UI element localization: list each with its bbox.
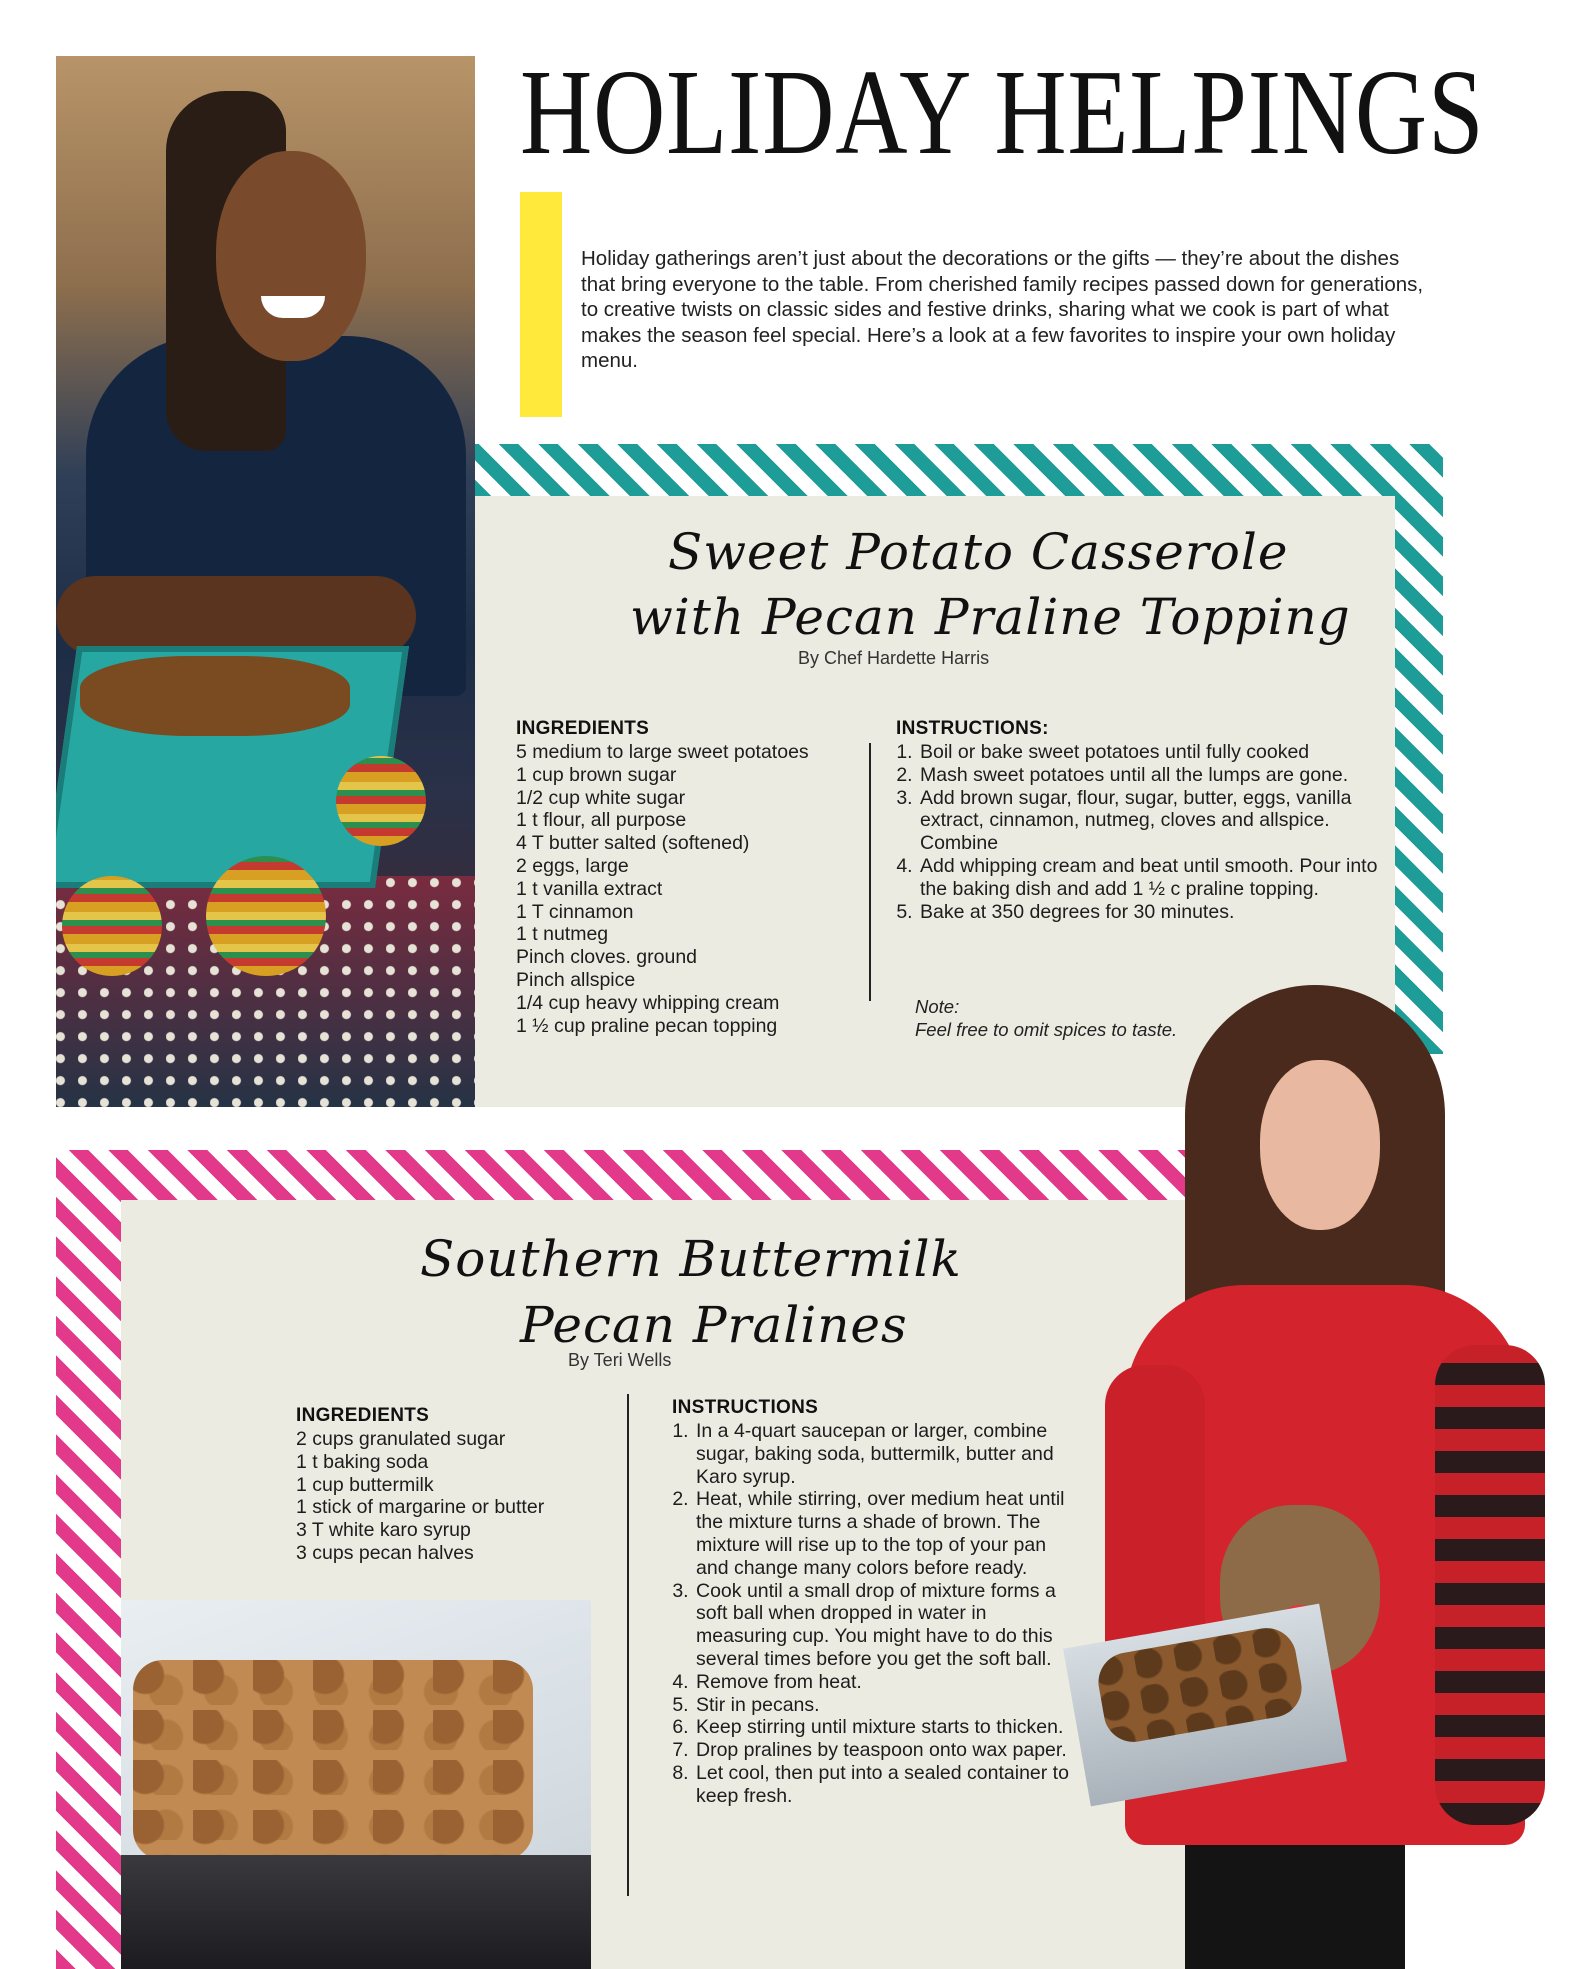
instruction-step: 1. Boil or bake sweet potatoes until fully cooked (918, 741, 1394, 764)
ingredient-item: 3 cups pecan halves (296, 1541, 474, 1564)
recipe2-column-divider (627, 1394, 629, 1896)
woman-face (1260, 1060, 1380, 1230)
recipe1-instructions-list (896, 741, 1394, 923)
recipe2-ingredients-heading: INGREDIENTS (296, 1405, 430, 1426)
instruction-step: 2. Heat, while stirring, over medium heat until the mixture turns a shade of brown. The mixture will rise up to the top of your pan and change many colors before ready. (694, 1488, 1074, 1579)
instruction-step: 1. In a 4-quart saucepan or larger, combine sugar, baking soda, buttermilk, butter and Karo syrup. (694, 1420, 1074, 1488)
ingredient-item: 2 cups granulated sugar (296, 1428, 506, 1450)
recipe2-ingredients-list (296, 1428, 616, 1565)
ingredient-item: 1 t vanilla extract (516, 877, 663, 900)
recipe2-instructions-heading: INSTRUCTIONS (672, 1397, 819, 1418)
instruction-step: 2. Mash sweet potatoes until all the lumps are gone. (918, 764, 1394, 787)
ingredient-item: 1/4 cup heavy whipping cream (516, 991, 780, 1014)
pralines-tin-photo (121, 1600, 591, 1969)
ingredient-item: 3 T white karo syrup (296, 1519, 471, 1542)
chef-hardette-photo (56, 56, 475, 1107)
ingredient-item: Pinch cloves. ground (516, 946, 698, 969)
recipe1-ingredients-heading: INGREDIENTS (516, 718, 650, 739)
recipe1-instructions-heading: INSTRUCTIONS: (896, 718, 1049, 739)
instruction-step: 5. Stir in pecans. (694, 1694, 1074, 1717)
plaid-sleeve (1435, 1345, 1545, 1825)
note-label: Note: (915, 996, 960, 1017)
ingredient-item: 1 cup buttermilk (296, 1473, 434, 1496)
intro-paragraph: Holiday gatherings aren’t just about the decorations or the gifts — they’re about the dishes that bring everyone to the table. From cherished family recipes passed down for generations, to creative twists on classic sides and festive drinks, sharing what we cook is part of what makes the season feel special. Here’s a look at a few favorites to inspire your own holiday menu. (581, 247, 1424, 372)
pecan-pralines (133, 1660, 533, 1860)
instruction-step: 6. Keep stirring until mixture starts to thicken. (694, 1716, 1074, 1739)
accent-bar (520, 192, 562, 417)
ingredient-item: 1 t baking soda (296, 1450, 429, 1473)
ingredient-item: 4 T butter salted (softened) (516, 832, 750, 855)
chef-face (216, 151, 366, 361)
black-pants (1185, 1845, 1405, 1969)
teri-wells-photo (1045, 985, 1594, 1969)
instruction-step: 3. Cook until a small drop of mixture forms a soft ball when dropped in water in measuring cup. You might have to do this several times before you get the soft ball. (694, 1580, 1074, 1671)
ornament (336, 756, 426, 846)
recipe1-column-divider (869, 743, 871, 1001)
recipe2-byline: By Teri Wells (568, 1350, 672, 1370)
recipe1-ingredients-list (516, 741, 856, 1037)
recipe2-title-line2: Pecan Pralines (520, 1296, 908, 1354)
ingredient-item: 1 cup brown sugar (516, 763, 677, 786)
recipe2-title-line1: Southern Buttermilk (420, 1230, 962, 1288)
instruction-step: 7. Drop pralines by teaspoon onto wax paper. (694, 1739, 1074, 1762)
ingredient-item: 1 stick of margarine or butter (296, 1496, 545, 1519)
casserole-topping (80, 656, 350, 736)
instruction-step: 8. Let cool, then put into a sealed container to keep fresh. (694, 1762, 1074, 1808)
recipe2-instructions-list (672, 1420, 1074, 1808)
ornament (62, 876, 162, 976)
ingredient-item: 5 medium to large sweet potatoes (516, 741, 809, 763)
recipe1-title-line2: with Pecan Praline Topping (630, 588, 1351, 646)
instruction-step: 3. Add brown sugar, flour, sugar, butter, eggs, vanilla extract, cinnamon, nutmeg, cloves and allspice. Combine (918, 787, 1394, 855)
page-title: HOLIDAY HELPINGS (520, 45, 1485, 180)
ingredient-item: 2 eggs, large (516, 854, 629, 877)
chef-arms (56, 576, 416, 656)
recipe1-byline: By Chef Hardette Harris (798, 648, 990, 668)
ingredient-item: 1/2 cup white sugar (516, 786, 686, 809)
instruction-step: 4. Remove from heat. (694, 1671, 1074, 1694)
note-text: Feel free to omit spices to taste. (915, 1019, 1178, 1040)
ingredient-item: 1 T cinnamon (516, 900, 634, 923)
ingredient-item: 1 ½ cup praline pecan topping (516, 1014, 778, 1037)
ornament (206, 856, 326, 976)
ingredient-item: 1 t nutmeg (516, 923, 609, 946)
ingredient-item: 1 t flour, all purpose (516, 809, 687, 832)
instruction-step: 5. Bake at 350 degrees for 30 minutes. (918, 901, 1394, 924)
instruction-step: 4. Add whipping cream and beat until smooth. Pour into the baking dish and add 1 ½ c praline topping. (918, 855, 1394, 901)
snowflake-tin (121, 1855, 591, 1969)
ingredient-item: Pinch allspice (516, 968, 636, 991)
recipe1-title-line1: Sweet Potato Casserole (668, 523, 1289, 581)
